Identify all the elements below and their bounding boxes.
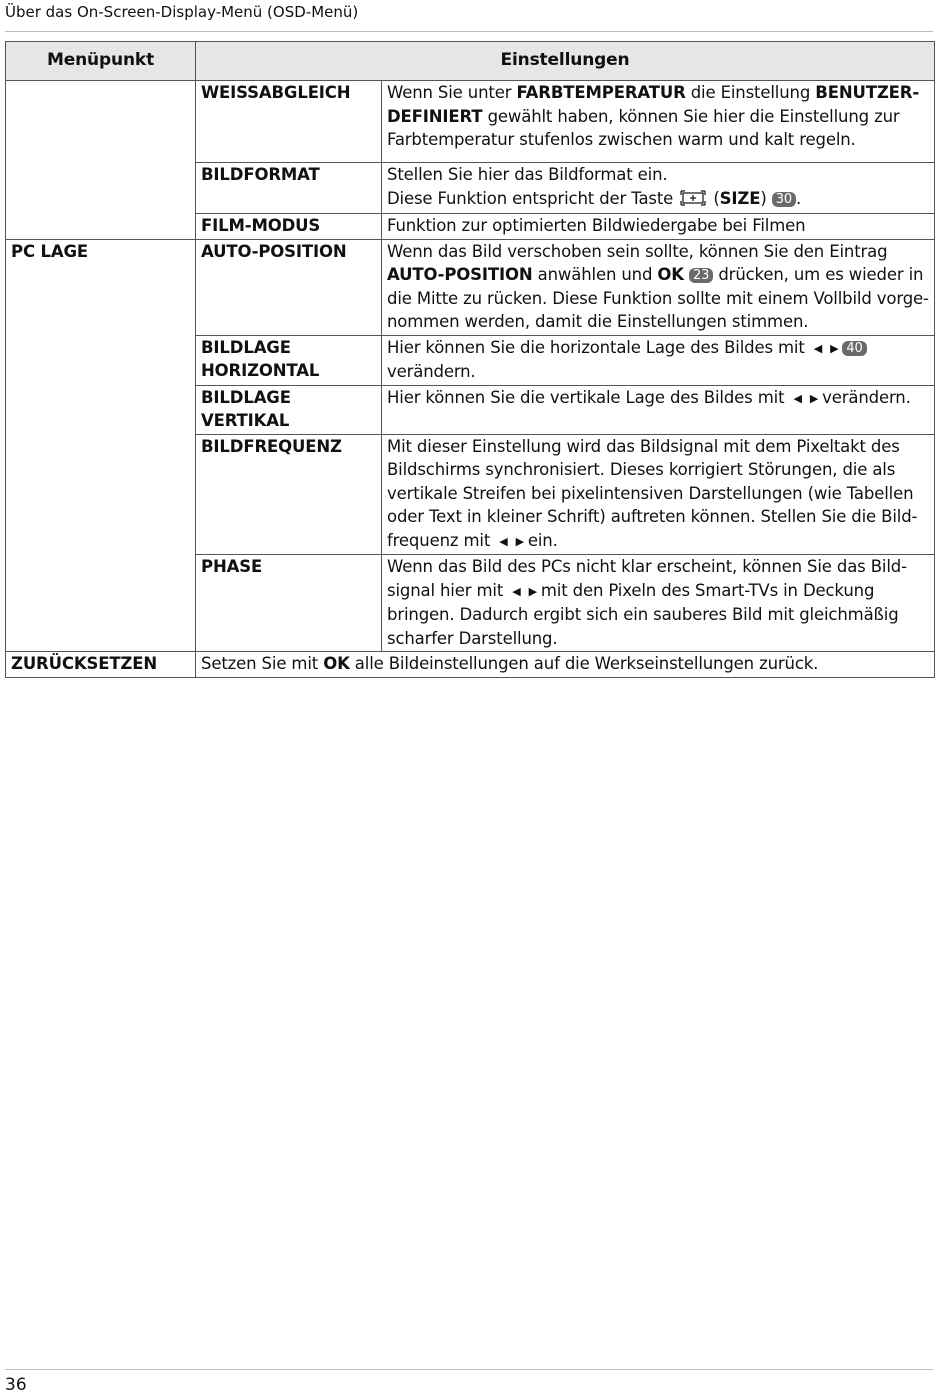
table-row bbox=[6, 555, 935, 652]
item-label-bildlage-vertikal: BILDLAGE VERTIKAL bbox=[196, 385, 382, 434]
arrow-left-icon: ◀ bbox=[813, 341, 823, 355]
item-label-bildlage-horizontal: BILDLAGE HORIZONTAL bbox=[196, 335, 382, 385]
table-row bbox=[6, 163, 935, 214]
arrow-right-icon: ▶ bbox=[830, 341, 839, 355]
size-key-icon bbox=[680, 189, 706, 213]
arrow-left-icon: ◀ bbox=[499, 534, 508, 548]
section-cell bbox=[6, 335, 196, 385]
header-divider bbox=[5, 31, 933, 32]
page-number: 36 bbox=[5, 1375, 27, 1395]
page-reference-badge: 30 bbox=[772, 192, 796, 207]
item-label-film-modus: FILM-MODUS bbox=[196, 214, 382, 240]
item-label-bildfrequenz: BILDFREQUENZ bbox=[196, 434, 382, 555]
arrow-right-icon: ▶ bbox=[528, 584, 537, 598]
page-reference-badge: 40 bbox=[842, 341, 866, 356]
item-label-weissabgleich: WEISSABGLEICH bbox=[196, 81, 382, 163]
item-description: Wenn Sie unter FARBTEMPERATUR die Einstellung BENUTZER- DEFINIERT gewählt haben, können Sie hier die Einstellung zur Farbtemperatur stufenlos zwischen warm und kalt regeln. bbox=[382, 81, 935, 163]
section-cell bbox=[6, 555, 196, 652]
osd-settings-table bbox=[5, 41, 935, 678]
item-description: Mit dieser Einstellung wird das Bildsignal mit dem Pixeltakt des Bildschirms synchronisiert. Dieses korrigiert Störungen, die als vertikale Streifen bei pixelintensiven Darstellungen (wie Tabellen oder Text in kleiner Schrift) auftreten können. Stellen Sie die Bild-frequenz mit ◀ ▶ ein. bbox=[382, 434, 935, 555]
section-cell bbox=[6, 214, 196, 240]
table-row bbox=[6, 385, 935, 434]
table-row bbox=[6, 335, 935, 385]
page-reference-badge: 23 bbox=[689, 268, 713, 283]
item-description: Funktion zur optimierten Bildwiedergabe bei Filmen bbox=[382, 214, 935, 240]
section-cell bbox=[6, 163, 196, 214]
section-label-zuruecksetzen: ZURÜCKSETZEN bbox=[6, 652, 196, 678]
item-description: Wenn das Bild des PCs nicht klar erscheint, können Sie das Bild-signal hier mit ◀ ▶ mit den Pixeln des Smart-TVs in Deckung bringen. Dadurch ergibt sich ein sauberes Bild mit gleichmäßig scharfer Darstellung. bbox=[382, 555, 935, 652]
table-header-row bbox=[6, 42, 935, 81]
item-description: Wenn das Bild verschoben sein sollte, können Sie den Eintrag AUTO-POSITION anwählen und OK 23 drücken, um es wieder in die Mitte zu rücken. Diese Funktion sollte mit einem Vollbild vorge-nommen werden, damit die Einstellungen stimmen. bbox=[382, 239, 935, 335]
page-header: Über das On-Screen-Display-Menü (OSD-Menü) bbox=[5, 3, 359, 21]
table-row bbox=[6, 214, 935, 240]
item-label-auto-position: AUTO-POSITION bbox=[196, 239, 382, 335]
table-row bbox=[6, 239, 935, 335]
section-label-pc-lage: PC LAGE bbox=[6, 239, 196, 335]
arrow-left-icon: ◀ bbox=[512, 584, 521, 598]
column-header-menu: Menüpunkt bbox=[6, 42, 196, 81]
table-row bbox=[6, 81, 935, 163]
arrow-right-icon: ▶ bbox=[515, 534, 524, 548]
item-description: Setzen Sie mit OK alle Bildeinstellungen auf die Werkseinstellungen zurück. bbox=[196, 652, 935, 678]
section-cell bbox=[6, 434, 196, 555]
item-description: Hier können Sie die vertikale Lage des Bildes mit ◀ ▶ verändern. bbox=[382, 385, 935, 434]
table-row bbox=[6, 652, 935, 678]
footer-divider bbox=[5, 1369, 933, 1370]
item-description: Hier können Sie die horizontale Lage des Bildes mit ◀ ▶ 40 verändern. bbox=[382, 335, 935, 385]
section-cell bbox=[6, 385, 196, 434]
section-cell bbox=[6, 81, 196, 163]
table-row bbox=[6, 434, 935, 555]
arrow-right-icon: ▶ bbox=[809, 391, 819, 405]
item-label-bildformat: BILDFORMAT bbox=[196, 163, 382, 214]
item-description: Stellen Sie hier das Bildformat ein. Diese Funktion entspricht der Taste (SIZE) 30 . bbox=[382, 163, 935, 214]
arrow-left-icon: ◀ bbox=[793, 391, 802, 405]
column-header-settings: Einstellungen bbox=[196, 42, 935, 81]
item-label-phase: PHASE bbox=[196, 555, 382, 652]
